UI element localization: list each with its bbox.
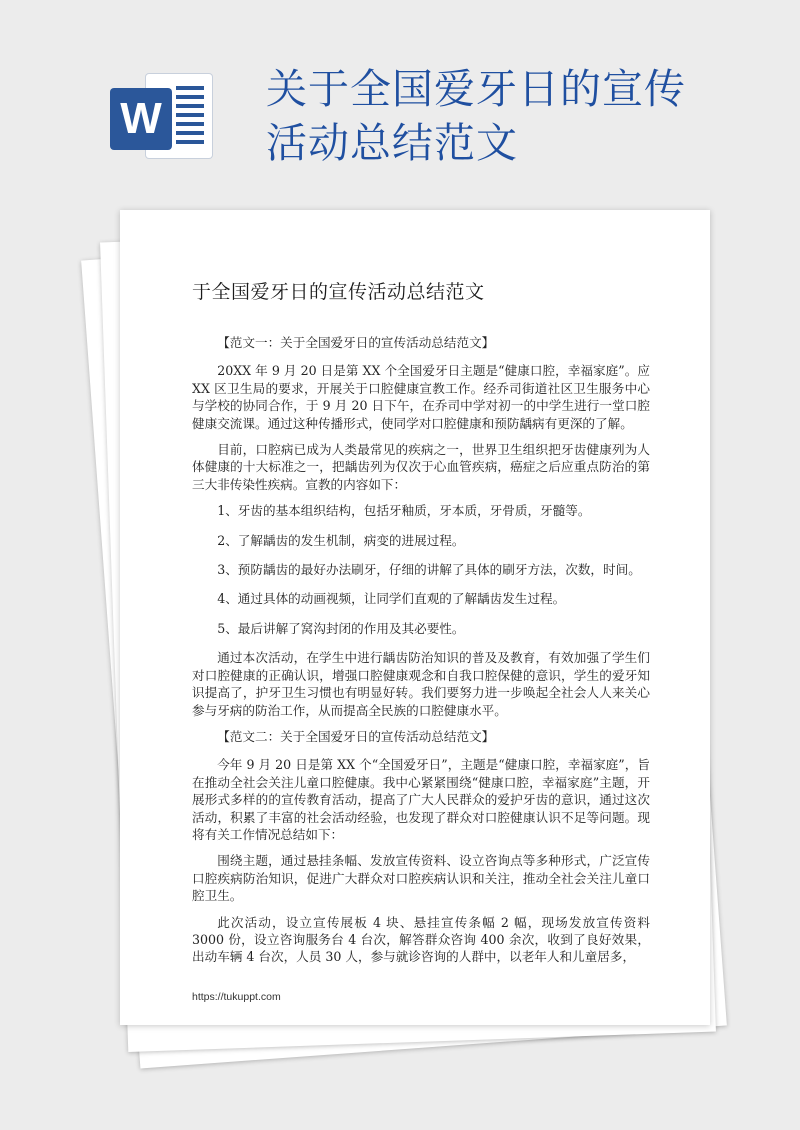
header-title-line2: 活动总结范文 <box>266 119 518 167</box>
paragraph: 目前，口腔病已成为人类最常见的疾病之一，世界卫生组织把牙齿健康列为人体健康的十大标准之一，把龋齿列为仅次于心血管疾病，癌症之后应重点防治的第三大非传染性疾病。宣教的内容如下： <box>192 442 650 492</box>
list-item: 4、通过具体的动画视频，让同学们直观的了解龋齿发生过程。 <box>217 591 566 607</box>
paragraph: 围绕主题，通过悬挂条幅、发放宣传资料、设立咨询点等多种形式，广泛宣传口腔疾病防治知识，促进广大群众对口腔疾病认识和关注，推动全社会关注儿童口腔卫生。 <box>192 853 650 904</box>
document-footer-url[interactable]: https://tukuppt.com <box>192 991 281 1003</box>
list-item: 3、预防龋齿的最好办法刷牙，仔细的讲解了具体的刷牙方法，次数，时间。 <box>217 562 641 578</box>
list-item: 1、牙齿的基本组织结构，包括牙釉质，牙本质，牙骨质，牙髓等。 <box>217 503 591 519</box>
paragraph: 此次活动，设立宣传展板 4 块、悬挂宣传条幅 2 幅，现场发放宣传资料 3000 份，设立咨询服务台 4 台次，解答群众咨询 400 余次，收到了良好效果，出动车辆 4 台次，人员 30 人，参与就诊咨询的人群中，以老年人和儿童居多， <box>192 914 650 965</box>
word-icon-badge: W <box>110 88 172 150</box>
document-title: 于全国爱牙日的宣传活动总结范文 <box>192 281 485 303</box>
header-title <box>266 62 706 170</box>
section-heading-1: 【范文一：关于全国爱牙日的宣传活动总结范文】 <box>217 335 495 350</box>
word-document-icon <box>110 74 212 158</box>
header-title-line1: 关于全国爱牙日的宣传 <box>266 65 686 113</box>
document-body <box>192 280 650 975</box>
list-item: 2、了解龋齿的发生机制，病变的进展过程。 <box>217 532 465 548</box>
paragraph: 20XX 年 9 月 20 日是第 XX 个全国爱牙日主题是“健康口腔，幸福家庭”。应 XX 区卫生局的要求，开展关于口腔健康宣教工作。经乔司街道社区卫生服务中心与学校的协同合作，于 9 月 20 日下午，在乔司中学对初一的中学生进行一堂口腔健康交流课。通过这种传播形式，使同学对口腔健康和预防龋病有更深的了解。 <box>192 363 650 431</box>
section-heading-2: 【范文二：关于全国爱牙日的宣传活动总结范文】 <box>217 728 495 744</box>
paragraph: 通过本次活动，在学生中进行龋齿防治知识的普及及教育，有效加强了学生们对口腔健康的正确认识，增强口腔健康观念和自我口腔保健的意识，学生的爱牙知识提高了，护牙卫生习惯也有明显好转。我们要努力进一步唤起全社会人人来关心参与牙病的防治工作，从而提高全民族的口腔健康水平。 <box>192 650 650 718</box>
list-item: 5、最后讲解了窝沟封闭的作用及其必要性。 <box>217 620 465 636</box>
paragraph: 今年 9 月 20 日是第 XX 个“全国爱牙日”，主题是“健康口腔，幸福家庭”，旨在推动全社会关注儿童口腔健康。我中心紧紧围绕“健康口腔，幸福家庭”主题，开展形式多样的的宣传教育活动，提高了广大人民群众的爱护牙齿的意识，通过这次活动，积累了丰富的社会活动经验，也发现了群众对口腔健康认识不足等问题。现将有关工作情况总结如下： <box>192 757 650 842</box>
header-banner <box>0 0 800 200</box>
document-page <box>120 210 710 1025</box>
